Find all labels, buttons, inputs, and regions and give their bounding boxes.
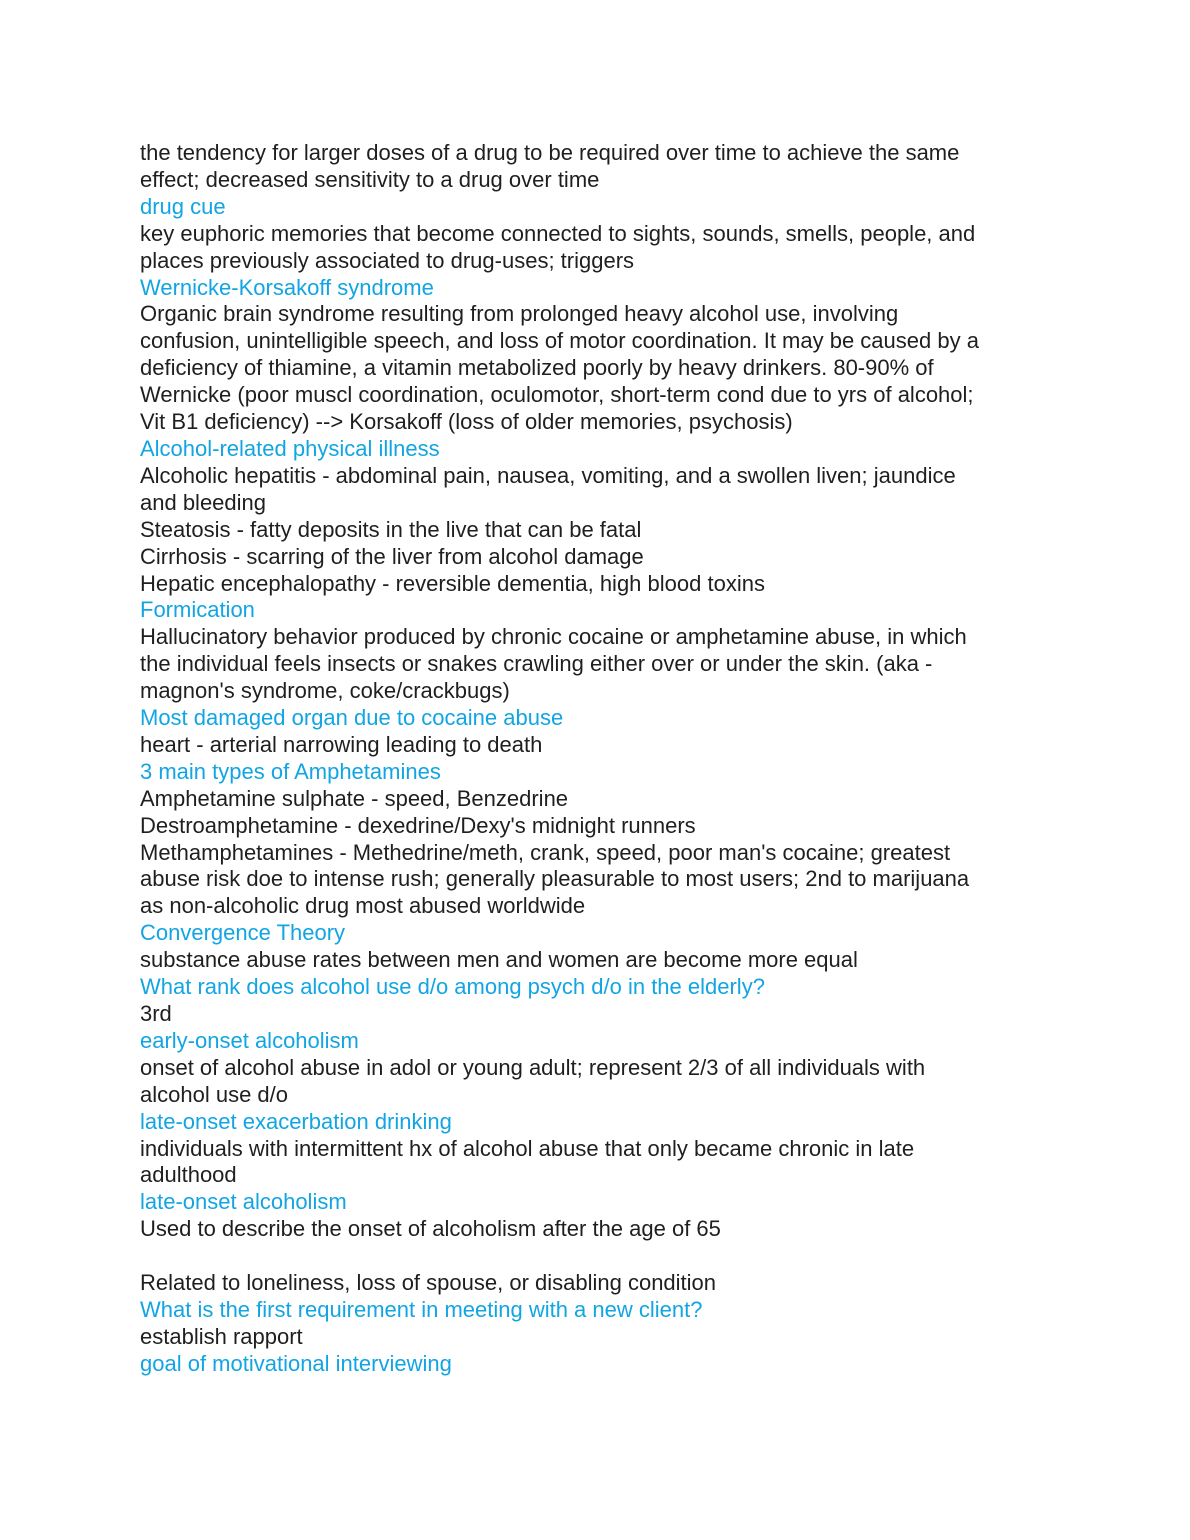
term-heading: late-onset alcoholism xyxy=(140,1189,347,1215)
term-heading: 3 main types of Amphetamines xyxy=(140,758,441,784)
definition-line: individuals with intermittent hx of alcohol abuse that only became chronic in late xyxy=(140,1135,915,1161)
definition-line: establish rapport xyxy=(140,1323,303,1349)
definition-line: Amphetamine sulphate - speed, Benzedrine xyxy=(140,785,569,811)
definition-line: substance abuse rates between men and women are become more equal xyxy=(140,947,858,973)
definition-line: deficiency of thiamine, a vitamin metabolized poorly by heavy drinkers. 80-90% of xyxy=(140,355,934,381)
definition-line: Organic brain syndrome resulting from prolonged heavy alcohol use, involving xyxy=(140,301,899,327)
definition-line: magnon's syndrome, coke/crackbugs) xyxy=(140,678,510,704)
definition-line: the individual feels insects or snakes crawling either over or under the skin. (aka - xyxy=(140,651,933,677)
definition-line: as non-alcoholic drug most abused worldwide xyxy=(140,893,586,919)
term-heading: Formication xyxy=(140,597,255,623)
definition-line: and bleeding xyxy=(140,489,267,515)
definition-line: Cirrhosis - scarring of the liver from alcohol damage xyxy=(140,543,644,569)
flashcard-document xyxy=(140,140,1040,1378)
definition-line: the tendency for larger doses of a drug to be required over time to achieve the same xyxy=(140,140,960,165)
definition-line: Used to describe the onset of alcoholism after the age of 65 xyxy=(140,1216,721,1242)
definition-line: Hallucinatory behavior produced by chronic cocaine or amphetamine abuse, in which xyxy=(140,624,967,650)
definition-line: alcohol use d/o xyxy=(140,1081,288,1107)
definition-line: Methamphetamines - Methedrine/meth, crank, speed, poor man's cocaine; greatest xyxy=(140,839,951,865)
definition-line: heart - arterial narrowing leading to death xyxy=(140,731,543,757)
term-heading: Alcohol-related physical illness xyxy=(140,435,440,461)
definition-line: Vit B1 deficiency) --> Korsakoff (loss of older memories, psychosis) xyxy=(140,409,793,435)
definition-line: Related to loneliness, loss of spouse, or disabling condition xyxy=(140,1270,717,1296)
definition-line: Alcoholic hepatitis - abdominal pain, nausea, vomiting, and a swollen liven; jaundice xyxy=(140,462,956,488)
definition-line: places previously associated to drug-uses; triggers xyxy=(140,247,635,273)
term-heading: goal of motivational interviewing xyxy=(140,1350,452,1376)
term-heading: Most damaged organ due to cocaine abuse xyxy=(140,705,564,731)
term-heading: late-onset exacerbation drinking xyxy=(140,1108,452,1134)
definition-line: 3rd xyxy=(140,1001,172,1026)
term-heading: early-onset alcoholism xyxy=(140,1027,359,1053)
definition-line: effect; decreased sensitivity to a drug over time xyxy=(140,166,600,192)
term-heading: Wernicke-Korsakoff syndrome xyxy=(140,274,434,300)
definition-line: Steatosis - fatty deposits in the live that can be fatal xyxy=(140,516,642,542)
definition-line: abuse risk doe to intense rush; generally pleasurable to most users; 2nd to marijuana xyxy=(140,866,970,892)
definition-line: Hepatic encephalopathy - reversible dementia, high blood toxins xyxy=(140,570,765,596)
term-heading: Convergence Theory xyxy=(140,920,346,946)
term-heading: What rank does alcohol use d/o among psych d/o in the elderly? xyxy=(140,974,765,1000)
definition-line: Wernicke (poor muscl coordination, oculomotor, short-term cond due to yrs of alcohol; xyxy=(140,382,974,408)
definition-line: Destroamphetamine - dexedrine/Dexy's midnight runners xyxy=(140,812,696,838)
definition-line: key euphoric memories that become connected to sights, sounds, smells, people, and xyxy=(140,220,976,246)
definition-line: adulthood xyxy=(140,1162,237,1188)
definition-line: confusion, unintelligible speech, and loss of motor coordination. It may be caused by a xyxy=(140,328,979,354)
blank-line xyxy=(140,1243,1040,1270)
term-heading: drug cue xyxy=(140,193,226,219)
definition-line: onset of alcohol abuse in adol or young adult; represent 2/3 of all individuals with xyxy=(140,1054,926,1080)
term-heading: What is the first requirement in meeting with a new client? xyxy=(140,1296,703,1322)
